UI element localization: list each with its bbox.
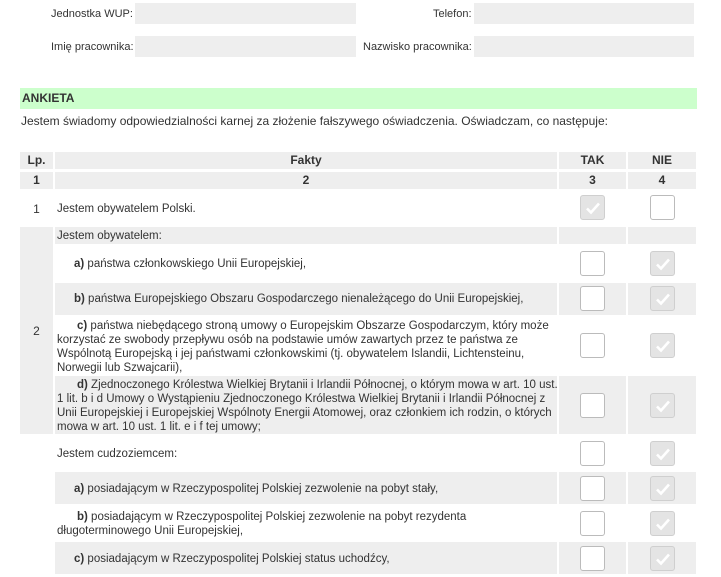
check-icon bbox=[654, 515, 672, 533]
first-name-input[interactable] bbox=[135, 36, 356, 57]
check-icon bbox=[584, 199, 602, 217]
row2a-label: państwa członkowskiego Unii Europejskiej, bbox=[84, 258, 307, 270]
row2a-prefix: a) bbox=[74, 258, 85, 270]
row2a-text bbox=[54, 257, 554, 271]
row3a-yes-checkbox[interactable] bbox=[580, 476, 605, 501]
header-lp: Lp. bbox=[20, 152, 53, 169]
row3b-prefix: b) bbox=[77, 511, 88, 523]
row3a-label: posiadającym w Rzeczypospolitej Polskiej zezwolenie na pobyt stały, bbox=[84, 483, 439, 495]
check-icon bbox=[654, 445, 672, 463]
row3-intro: Jestem cudzoziemcem: bbox=[57, 448, 178, 460]
row3a-text bbox=[54, 482, 554, 496]
row2-intro-no-bg bbox=[628, 227, 696, 244]
colnum-facts: 2 bbox=[55, 172, 557, 189]
row2-intro: Jestem obywatelem: bbox=[57, 230, 162, 242]
header-no: NIE bbox=[628, 152, 696, 169]
row3c-no-checkbox[interactable] bbox=[650, 546, 675, 571]
row1-text: Jestem obywatelem Polski. bbox=[57, 203, 196, 215]
row2c-label: państwa niebędącego stroną umowy o Europejskim Obszarze Gospodarczym, który może korzystać ze swobody przepływu osób na podstawie umów zawartych przez te państwa ze Wspólnotą Europejską i jej państwami członkowskimi (tj. obywatelem Islandii, Lichtensteinu, Norwegii lub Szwajcarii), bbox=[57, 320, 549, 374]
unit-input[interactable] bbox=[135, 3, 356, 24]
row2d-text bbox=[54, 378, 559, 434]
check-icon bbox=[654, 337, 672, 355]
row2a-no-checkbox[interactable] bbox=[650, 251, 675, 276]
header-facts: Fakty bbox=[55, 152, 557, 169]
row2b-label: państwa Europejskiego Obszaru Gospodarczego nienależącego do Unii Europejskiej, bbox=[84, 293, 524, 305]
row2d-yes-checkbox[interactable] bbox=[580, 393, 605, 418]
unit-label: Jednostka WUP: bbox=[51, 8, 133, 20]
colnum-yes: 3 bbox=[559, 172, 626, 189]
row1-no-checkbox[interactable] bbox=[650, 195, 675, 220]
last-name-input[interactable] bbox=[474, 36, 694, 57]
check-icon bbox=[654, 255, 672, 273]
last-name-label: Nazwisko pracownika: bbox=[363, 41, 472, 53]
first-name-label: Imię pracownika: bbox=[51, 41, 134, 53]
row2d-label: Zjednoczonego Królestwa Wielkiej Brytanii i Irlandii Północnej, o którym mowa w art. 10 ust. 1 lit. b i d Umowy o Wystąpieniu Zjednoczonego Królestwa Wielkiej Brytanii i Irlandii Północnej z Unii Europejskiej i Europejskiej Wspólnoty Energii Atomowej, oraz członkiem ich rodzin, o których mowa w art. 10 ust. 1 lit. e i f tej umowy; bbox=[57, 379, 558, 433]
survey-statement: Jestem świadomy odpowiedzialności karnej za złożenie fałszywego oświadczenia. Oświadczam, co następuje: bbox=[21, 114, 608, 128]
row3a-no-checkbox[interactable] bbox=[650, 476, 675, 501]
row2b-text bbox=[54, 292, 554, 306]
row1-yes-checkbox[interactable] bbox=[580, 195, 605, 220]
row3-intro-no-checkbox[interactable] bbox=[650, 441, 675, 466]
check-icon bbox=[654, 397, 672, 415]
colnum-lp: 1 bbox=[20, 172, 53, 189]
row2c-prefix: c) bbox=[77, 320, 88, 332]
row2c-no-checkbox[interactable] bbox=[650, 333, 675, 358]
colnum-no: 4 bbox=[628, 172, 696, 189]
row3c-label: posiadającym w Rzeczypospolitej Polskiej status uchodźcy, bbox=[84, 553, 390, 565]
survey-title: ANKIETA bbox=[20, 88, 697, 109]
row1-lp: 1 bbox=[33, 202, 40, 216]
row3b-no-checkbox[interactable] bbox=[650, 511, 675, 536]
row3a-prefix: a) bbox=[74, 483, 85, 495]
row2c-yes-checkbox[interactable] bbox=[580, 333, 605, 358]
row2d-no-checkbox[interactable] bbox=[650, 393, 675, 418]
row3b-yes-checkbox[interactable] bbox=[580, 511, 605, 536]
check-icon bbox=[654, 550, 672, 568]
row2-intro-yes-bg bbox=[559, 227, 626, 244]
row3c-yes-checkbox[interactable] bbox=[580, 546, 605, 571]
row3b-label: posiadającym w Rzeczypospolitej Polskiej zezwolenie na pobyt rezydenta długoterminowego Unii Europejskiej, bbox=[57, 511, 467, 537]
check-icon bbox=[654, 290, 672, 308]
row3b-text bbox=[54, 510, 559, 538]
row2-lp: 2 bbox=[33, 324, 40, 338]
row2d-prefix: d) bbox=[77, 379, 88, 391]
row2b-yes-checkbox[interactable] bbox=[580, 286, 605, 311]
row2b-no-checkbox[interactable] bbox=[650, 286, 675, 311]
check-icon bbox=[654, 480, 672, 498]
row2a-yes-checkbox[interactable] bbox=[580, 251, 605, 276]
row2c-text bbox=[54, 319, 559, 375]
row3c-text bbox=[54, 552, 554, 566]
row2b-prefix: b) bbox=[74, 293, 85, 305]
phone-input[interactable] bbox=[474, 3, 694, 24]
phone-label: Telefon: bbox=[433, 8, 472, 20]
row3-intro-yes-checkbox[interactable] bbox=[580, 441, 605, 466]
row3c-prefix: c) bbox=[74, 553, 85, 565]
header-yes: TAK bbox=[559, 152, 626, 169]
